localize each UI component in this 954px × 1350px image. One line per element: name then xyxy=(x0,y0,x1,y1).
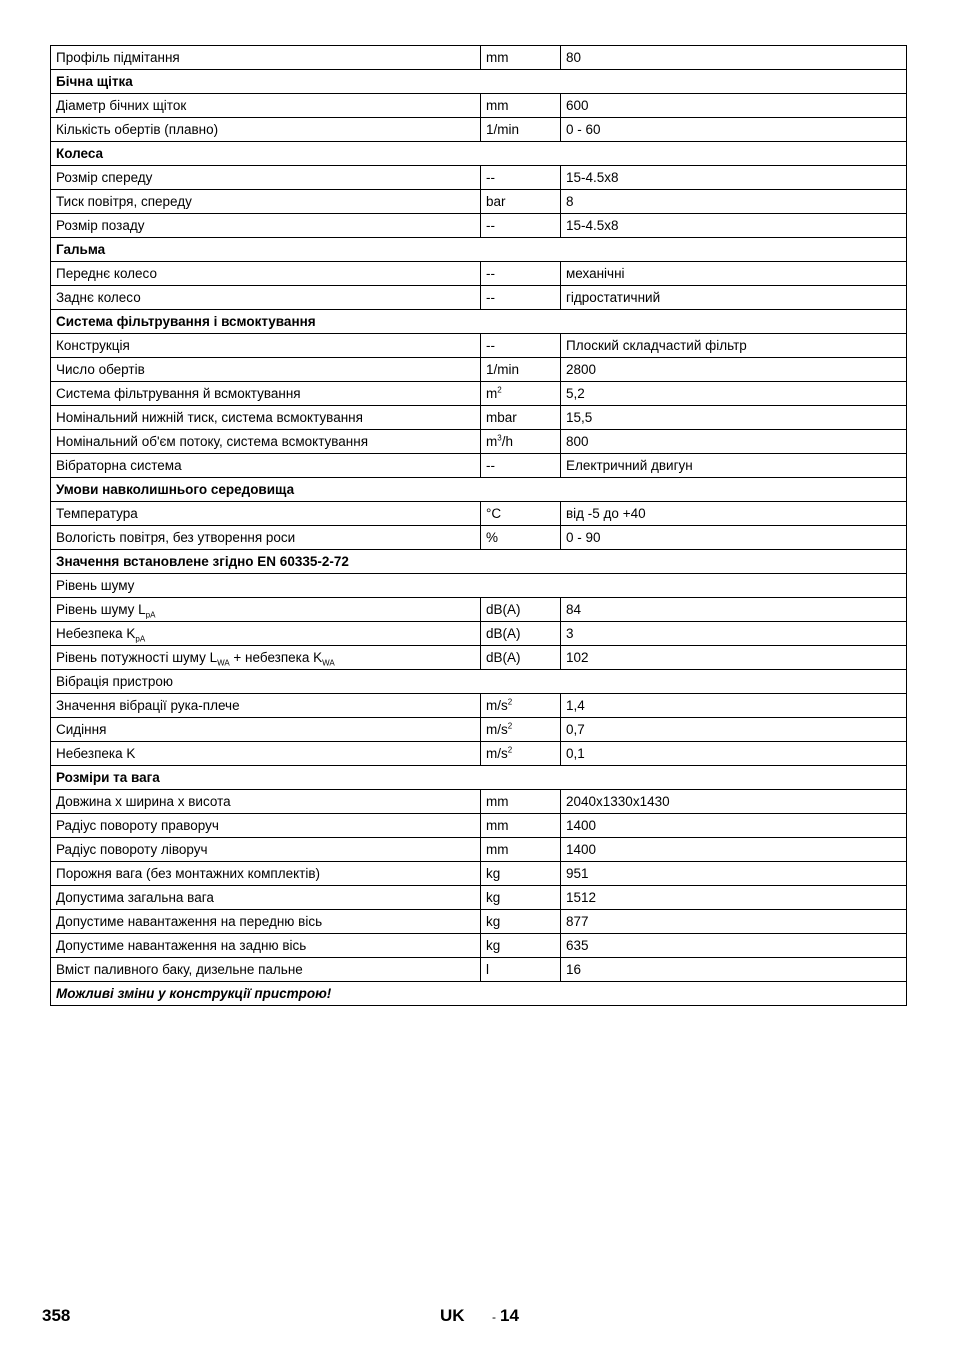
unit-text: 1/min xyxy=(486,361,520,377)
value-cell: 635 xyxy=(561,934,907,958)
value-cell: 1400 xyxy=(561,838,907,862)
value-cell: 2040x1330x1430 xyxy=(561,790,907,814)
unit-text: m/s xyxy=(486,721,508,737)
subheading-row xyxy=(51,574,907,598)
unit-cell xyxy=(481,286,561,310)
value-cell: 877 xyxy=(561,910,907,934)
unit-cell xyxy=(481,430,561,454)
parameter-cell xyxy=(51,814,481,838)
unit-cell xyxy=(481,886,561,910)
unit-text: m xyxy=(486,433,498,449)
parameter-name: Вміст паливного баку, дизельне пальне xyxy=(56,961,303,977)
unit-cell xyxy=(481,838,561,862)
page-number: 358 xyxy=(42,1306,71,1325)
parameter-cell xyxy=(51,502,481,526)
table-row xyxy=(51,94,907,118)
table-row xyxy=(51,742,907,766)
unit-superscript: 2 xyxy=(507,721,513,730)
unit-cell xyxy=(481,742,561,766)
parameter-cell xyxy=(51,118,481,142)
parameter-name: Діаметр бічних щіток xyxy=(56,97,187,113)
table-row xyxy=(51,358,907,382)
table-row xyxy=(51,454,907,478)
unit-text: l xyxy=(486,961,489,977)
section-heading: Колеса xyxy=(51,142,907,166)
unit-cell xyxy=(481,358,561,382)
unit-cell xyxy=(481,694,561,718)
parameter-name: Тиск повітря, спереду xyxy=(56,193,192,209)
unit-cell xyxy=(481,910,561,934)
parameter-cell xyxy=(51,622,481,646)
parameter-name: Профіль підмітання xyxy=(56,49,180,65)
table-row xyxy=(51,958,907,982)
table-row xyxy=(51,166,907,190)
value-cell: 1400 xyxy=(561,814,907,838)
table-row xyxy=(51,382,907,406)
value-cell: 15-4.5x8 xyxy=(561,166,907,190)
value-cell: 15-4.5x8 xyxy=(561,214,907,238)
table-row xyxy=(51,790,907,814)
value-cell: 951 xyxy=(561,862,907,886)
unit-cell xyxy=(481,646,561,670)
parameter-cell xyxy=(51,526,481,550)
technical-data-table xyxy=(50,45,907,1006)
table-row xyxy=(51,406,907,430)
value-cell: 1512 xyxy=(561,886,907,910)
unit-cell xyxy=(481,166,561,190)
unit-text: kg xyxy=(486,913,501,929)
unit-text: bar xyxy=(486,193,506,209)
parameter-cell xyxy=(51,406,481,430)
parameter-name: Температура xyxy=(56,505,138,521)
unit-cell xyxy=(481,934,561,958)
parameter-subscript: WA xyxy=(217,658,230,668)
unit-cell xyxy=(481,94,561,118)
unit-cell xyxy=(481,958,561,982)
design-change-note: Можливі зміни у конструкції пристрою! xyxy=(51,982,907,1006)
value-cell: 0 - 60 xyxy=(561,118,907,142)
parameter-name-continued: + небезпека K xyxy=(229,649,323,665)
parameter-name: Номінальний об'єм потоку, система всмоктування xyxy=(56,433,369,449)
unit-cell xyxy=(481,262,561,286)
section-row xyxy=(51,238,907,262)
parameter-cell xyxy=(51,694,481,718)
subheading: Вібрація пристрою xyxy=(51,670,907,694)
value-cell: 0,7 xyxy=(561,718,907,742)
table-row xyxy=(51,934,907,958)
parameter-cell xyxy=(51,430,481,454)
table-row xyxy=(51,526,907,550)
table-row xyxy=(51,118,907,142)
unit-cell xyxy=(481,862,561,886)
unit-text: -- xyxy=(486,217,495,233)
unit-cell xyxy=(481,190,561,214)
unit-text: -- xyxy=(486,337,495,353)
parameter-name: Переднє колесо xyxy=(56,265,157,281)
unit-text: mm xyxy=(486,97,509,113)
parameter-name: Небезпека K xyxy=(56,625,136,641)
unit-cell xyxy=(481,598,561,622)
parameter-cell xyxy=(51,262,481,286)
unit-superscript: 2 xyxy=(507,697,513,706)
value-cell: 0 - 90 xyxy=(561,526,907,550)
sub-page-number xyxy=(492,1306,519,1326)
note-row xyxy=(51,982,907,1006)
value-cell: гідростатичний xyxy=(561,286,907,310)
table-row xyxy=(51,814,907,838)
parameter-name: Кількість обертів (плавно) xyxy=(56,121,219,137)
value-cell: 2800 xyxy=(561,358,907,382)
section-heading: Гальма xyxy=(51,238,907,262)
parameter-cell xyxy=(51,718,481,742)
unit-text: m/s xyxy=(486,697,508,713)
parameter-name: Число обертів xyxy=(56,361,145,377)
section-row xyxy=(51,766,907,790)
sub-page-dash: - xyxy=(492,1310,496,1324)
value-cell: Плоский складчастий фільтр xyxy=(561,334,907,358)
parameter-cell xyxy=(51,790,481,814)
unit-superscript: 2 xyxy=(507,745,513,754)
value-cell: 16 xyxy=(561,958,907,982)
unit-text: mm xyxy=(486,793,509,809)
section-row xyxy=(51,142,907,166)
section-heading: Умови навколишнього середовища xyxy=(51,478,907,502)
section-heading: Система фільтрування і всмоктування xyxy=(51,310,907,334)
unit-text: °C xyxy=(486,505,502,521)
parameter-cell xyxy=(51,166,481,190)
unit-cell xyxy=(481,382,561,406)
value-cell: 80 xyxy=(561,46,907,70)
parameter-name: Заднє колесо xyxy=(56,289,141,305)
value-cell: 84 xyxy=(561,598,907,622)
parameter-name: Сидіння xyxy=(56,721,107,737)
value-cell: 3 xyxy=(561,622,907,646)
parameter-cell xyxy=(51,358,481,382)
parameter-cell xyxy=(51,934,481,958)
parameter-name: Рівень потужності шуму L xyxy=(56,649,218,665)
parameter-name: Номінальний нижній тиск, система всмоктування xyxy=(56,409,363,425)
unit-text: % xyxy=(486,529,499,545)
value-cell: 1,4 xyxy=(561,694,907,718)
table-row xyxy=(51,910,907,934)
unit-text: dB(A) xyxy=(486,601,521,617)
value-cell: 8 xyxy=(561,190,907,214)
parameter-name: Радіус повороту ліворуч xyxy=(56,841,208,857)
unit-text: dB(A) xyxy=(486,649,521,665)
table-row xyxy=(51,502,907,526)
unit-text: mbar xyxy=(486,409,517,425)
table-row xyxy=(51,214,907,238)
unit-cell xyxy=(481,718,561,742)
unit-text: 1/min xyxy=(486,121,520,137)
unit-text: -- xyxy=(486,457,495,473)
parameter-name: Допустиме навантаження на задню вісь xyxy=(56,937,307,953)
unit-text: -- xyxy=(486,265,495,281)
parameter-name: Розмір спереду xyxy=(56,169,153,185)
section-heading: Розміри та вага xyxy=(51,766,907,790)
parameter-cell xyxy=(51,886,481,910)
parameter-name: Значення вібрації рука-плече xyxy=(56,697,240,713)
parameter-subscript: pA xyxy=(135,634,146,644)
table-row xyxy=(51,694,907,718)
table-row xyxy=(51,718,907,742)
table-row xyxy=(51,838,907,862)
parameter-name: Вібраторна система xyxy=(56,457,182,473)
section-row xyxy=(51,478,907,502)
parameter-cell xyxy=(51,382,481,406)
unit-text: m xyxy=(486,385,498,401)
value-cell: 800 xyxy=(561,430,907,454)
value-cell: 600 xyxy=(561,94,907,118)
parameter-cell xyxy=(51,838,481,862)
table-row xyxy=(51,190,907,214)
table-row xyxy=(51,646,907,670)
section-heading: Значення встановлене згідно EN 60335-2-72 xyxy=(51,550,907,574)
subheading-row xyxy=(51,670,907,694)
parameter-name: Допустима загальна вага xyxy=(56,889,214,905)
unit-cell xyxy=(481,214,561,238)
table-row xyxy=(51,262,907,286)
unit-cell xyxy=(481,334,561,358)
parameter-name: Допустиме навантаження на передню вісь xyxy=(56,913,323,929)
unit-text: kg xyxy=(486,937,501,953)
unit-text: -- xyxy=(486,289,495,305)
parameter-name: Небезпека K xyxy=(56,745,136,761)
value-cell: 15,5 xyxy=(561,406,907,430)
table-row xyxy=(51,886,907,910)
table-row xyxy=(51,46,907,70)
parameter-cell xyxy=(51,958,481,982)
section-row xyxy=(51,550,907,574)
unit-cell xyxy=(481,790,561,814)
unit-text: mm xyxy=(486,817,509,833)
parameter-cell xyxy=(51,94,481,118)
table-row xyxy=(51,286,907,310)
value-cell: 102 xyxy=(561,646,907,670)
unit-text: mm xyxy=(486,49,509,65)
table-row xyxy=(51,334,907,358)
unit-text: m/s xyxy=(486,745,508,761)
table-row xyxy=(51,622,907,646)
parameter-cell xyxy=(51,190,481,214)
parameter-cell xyxy=(51,334,481,358)
parameter-name: Рівень шуму L xyxy=(56,601,146,617)
section-heading: Бічна щітка xyxy=(51,70,907,94)
parameter-name: Радіус повороту праворуч xyxy=(56,817,219,833)
parameter-cell xyxy=(51,46,481,70)
unit-text: dB(A) xyxy=(486,625,521,641)
unit-cell xyxy=(481,526,561,550)
table-row xyxy=(51,598,907,622)
parameter-cell xyxy=(51,598,481,622)
unit-superscript: 2 xyxy=(497,385,502,394)
parameter-cell xyxy=(51,862,481,886)
value-cell: 0,1 xyxy=(561,742,907,766)
unit-cell xyxy=(481,622,561,646)
unit-cell xyxy=(481,118,561,142)
section-row xyxy=(51,70,907,94)
parameter-cell xyxy=(51,646,481,670)
section-row xyxy=(51,310,907,334)
parameter-name: Порожня вага (без монтажних комплектів) xyxy=(56,865,321,881)
value-cell: Електричний двигун xyxy=(561,454,907,478)
parameter-cell xyxy=(51,454,481,478)
unit-cell xyxy=(481,814,561,838)
parameter-subscript: WA xyxy=(322,658,335,668)
parameter-name: Конструкція xyxy=(56,337,130,353)
table-row xyxy=(51,862,907,886)
table-row xyxy=(51,430,907,454)
unit-superscript: 3 xyxy=(497,433,502,442)
parameter-cell xyxy=(51,910,481,934)
value-cell: 5,2 xyxy=(561,382,907,406)
unit-text: kg xyxy=(486,889,501,905)
value-cell: механічні xyxy=(561,262,907,286)
technical-data-body xyxy=(51,46,907,1006)
parameter-name: Система фільтрування й всмоктування xyxy=(56,385,301,401)
unit-text-tail: /h xyxy=(501,433,513,449)
unit-text: mm xyxy=(486,841,509,857)
parameter-cell xyxy=(51,742,481,766)
subheading: Рівень шуму xyxy=(51,574,907,598)
unit-text: -- xyxy=(486,169,495,185)
unit-text: kg xyxy=(486,865,501,881)
value-cell: від -5 до +40 xyxy=(561,502,907,526)
unit-cell xyxy=(481,46,561,70)
unit-cell xyxy=(481,406,561,430)
parameter-name: Вологість повітря, без утворення роси xyxy=(56,529,296,545)
parameter-name: Довжина x ширина x висота xyxy=(56,793,231,809)
language-code: UK xyxy=(440,1306,465,1325)
unit-cell xyxy=(481,454,561,478)
parameter-cell xyxy=(51,286,481,310)
parameter-subscript: pA xyxy=(145,610,156,620)
sub-page-value: 14 xyxy=(500,1306,519,1325)
parameter-cell xyxy=(51,214,481,238)
unit-cell xyxy=(481,502,561,526)
parameter-name: Розмір позаду xyxy=(56,217,145,233)
